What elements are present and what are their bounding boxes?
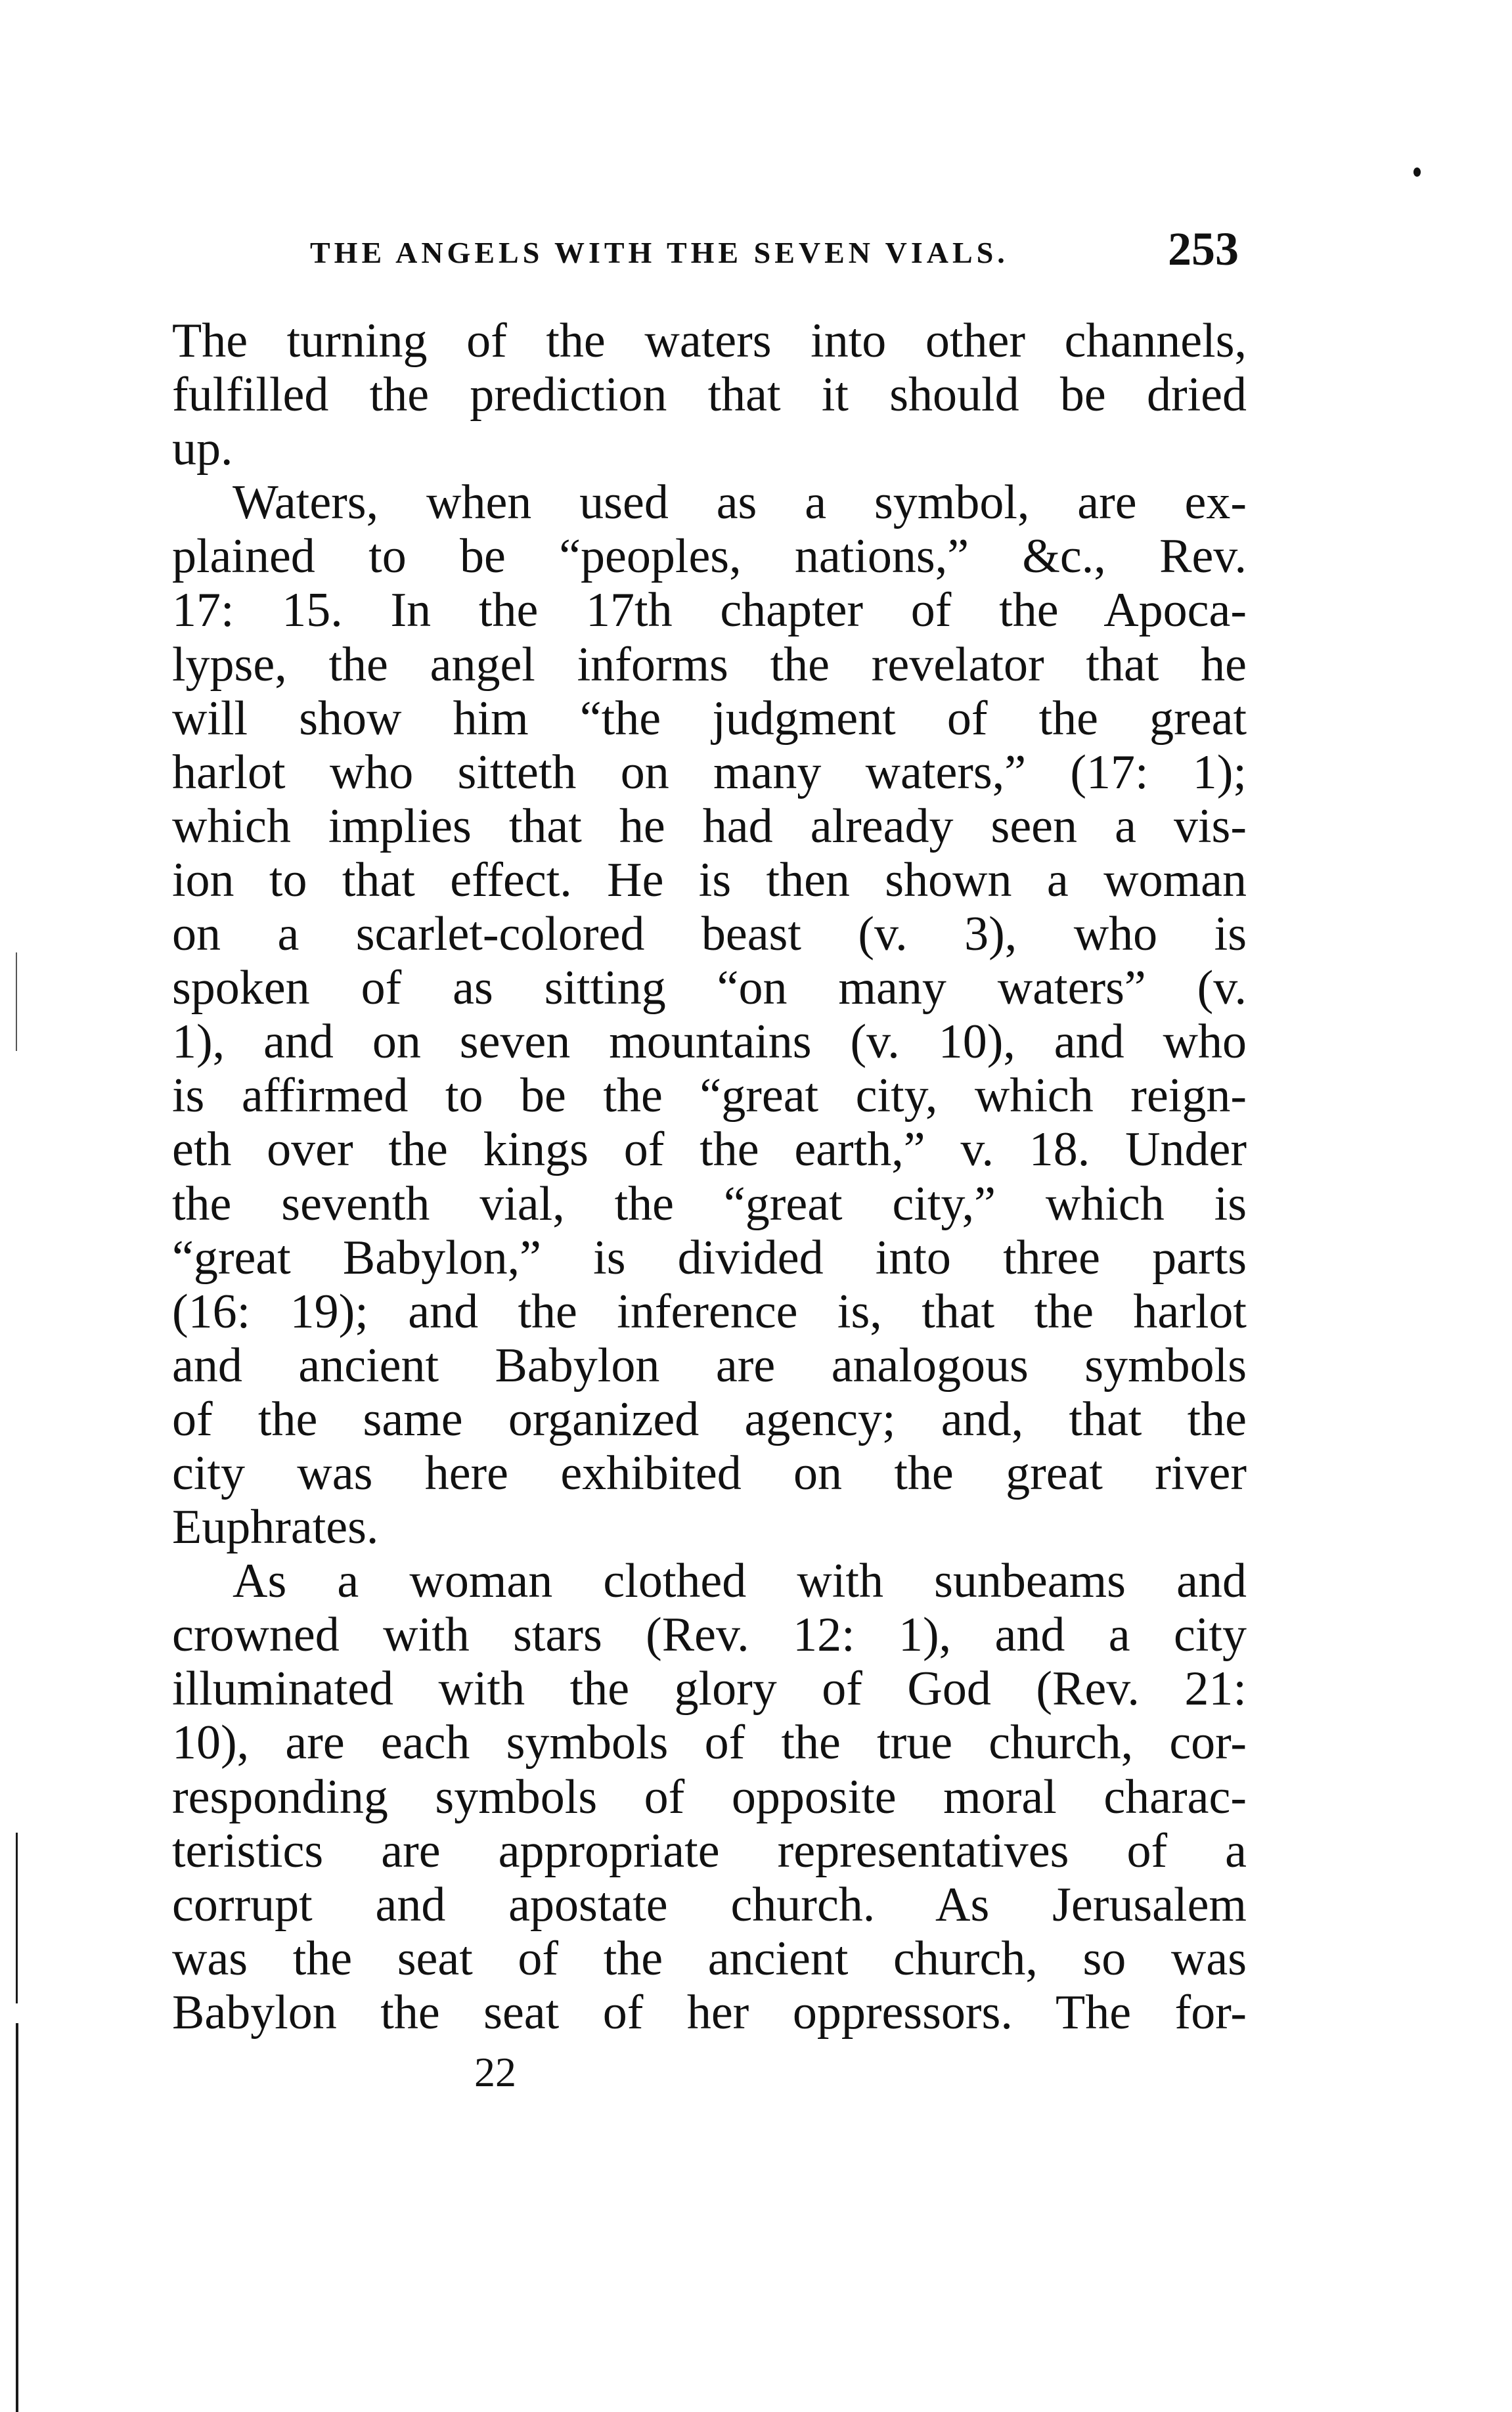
page-number: 253 (1168, 223, 1239, 275)
text-line: 17: 15. In the 17th chapter of the Apoca- (172, 583, 1247, 638)
text-line: spoken of as sitting “on many waters” (v. (172, 961, 1247, 1016)
text-line: and ancient Babylon are analogous symbols (172, 1338, 1247, 1393)
text-line: As a woman clothed with sunbeams and (233, 1554, 1247, 1609)
body-text (172, 314, 1247, 2040)
text-line: will show him “the judgment of the great (172, 691, 1247, 746)
text-line: on a scarlet-colored beast (v. 3), who is (172, 907, 1247, 962)
text-line: Babylon the seat of her oppressors. The for- (172, 1985, 1247, 2040)
ink-speck (1413, 168, 1421, 177)
text-line: plained to be “peoples, nations,” &c., Rev. (172, 529, 1247, 584)
text-line: “great Babylon,” is divided into three parts (172, 1230, 1247, 1285)
text-line: illuminated with the glory of God (Rev. 21: (172, 1662, 1247, 1716)
text-line: crowned with stars (Rev. 12: 1), and a city (172, 1608, 1247, 1663)
signature-mark: 22 (474, 2049, 516, 2095)
text-line: Waters, when used as a symbol, are ex- (233, 476, 1247, 530)
text-line: city was here exhibited on the great river (172, 1446, 1247, 1500)
scan-edge-mark (16, 952, 17, 1051)
text-line: up. (172, 422, 233, 476)
scan-edge-mark (16, 2023, 18, 2412)
text-line: is affirmed to be the “great city, which reign- (172, 1069, 1247, 1123)
text-line: was the seat of the ancient church, so was (172, 1931, 1247, 1986)
running-head (310, 222, 1239, 281)
text-line: lypse, the angel informs the revelator that he (172, 637, 1247, 692)
text-line: the seventh vial, the “great city,” which is (172, 1176, 1247, 1231)
text-line: The turning of the waters into other channels, (172, 314, 1247, 368)
running-title: THE ANGELS WITH THE SEVEN VIALS. (310, 236, 1009, 269)
text-line: fulfilled the prediction that it should be dried (172, 368, 1247, 422)
text-line: Euphrates. (172, 1500, 379, 1555)
text-line: harlot who sitteth on many waters,” (17: 1); (172, 745, 1247, 799)
text-line: teristics are appropriate representatives of a (172, 1823, 1247, 1878)
text-line: (16: 19); and the inference is, that the harlot (172, 1284, 1247, 1339)
scan-edge-mark (16, 1833, 18, 2003)
text-line: responding symbols of opposite moral charac- (172, 1770, 1247, 1824)
text-line: eth over the kings of the earth,” v. 18. Under (172, 1123, 1247, 1177)
text-line: ion to that effect. He is then shown a woman (172, 853, 1247, 907)
text-line: of the same organized agency; and, that the (172, 1392, 1247, 1446)
text-line: which implies that he had already seen a vis- (172, 799, 1247, 853)
text-line: corrupt and apostate church. As Jerusalem (172, 1877, 1247, 1932)
text-line: 10), are each symbols of the true church, cor- (172, 1716, 1247, 1770)
text-line: 1), and on seven mountains (v. 10), and who (172, 1015, 1247, 1069)
